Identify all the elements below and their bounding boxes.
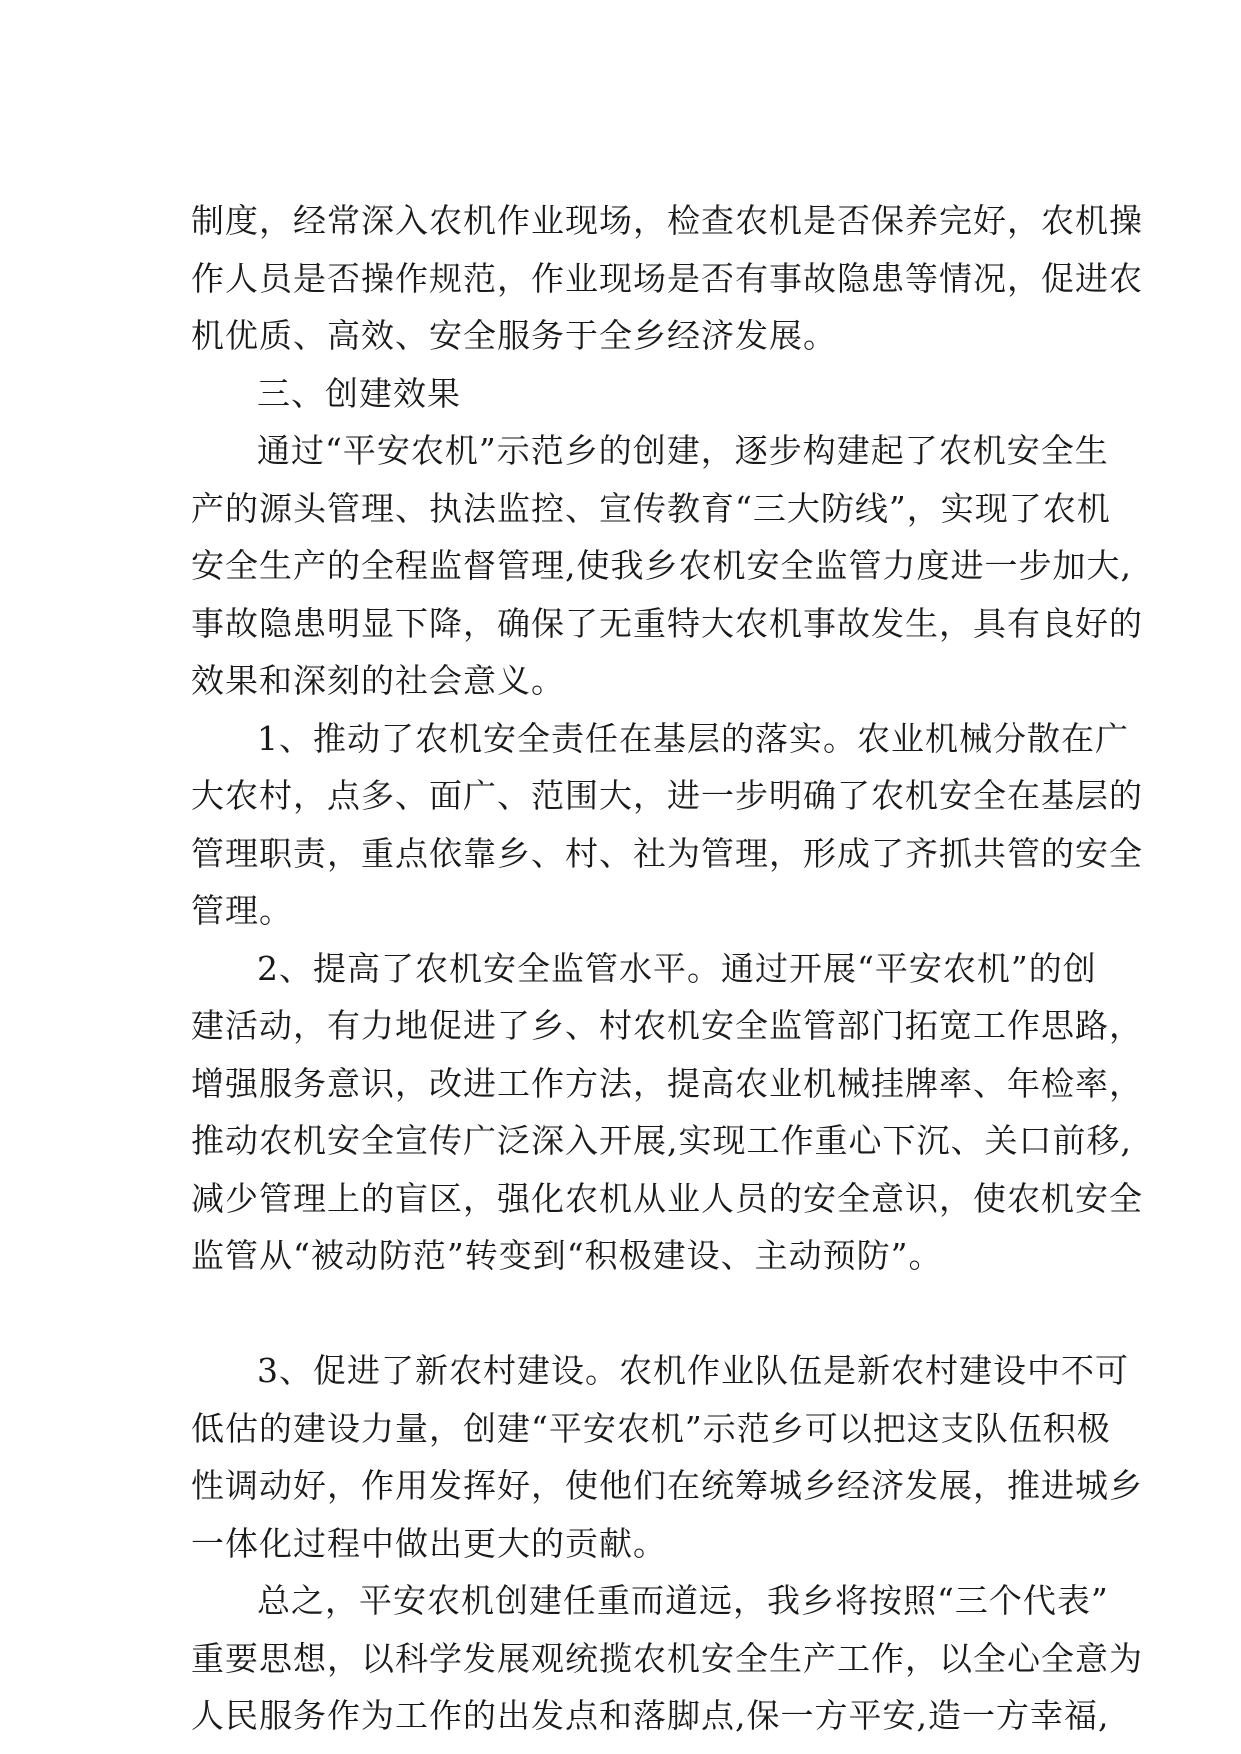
paragraph-start: 3、促进了新农村建设。农机作业队伍是新农村建设中不可	[257, 1351, 1129, 1390]
paragraph-start: 总之，平安农机创建任重而道远，我乡将按照“三个代表”	[257, 1581, 1109, 1620]
text-line: 重要思想，以科学发展观统揽农机安全生产工作，以全心全意为	[191, 1638, 1143, 1678]
text-line: 人民服务作为工作的出发点和落脚点,保一方平安,造一方幸福,	[191, 1696, 1110, 1735]
text-line: 事故隐患明显下降，确保了无重特大农机事故发生，具有良好的	[191, 603, 1143, 643]
text-line: 管理。	[191, 891, 293, 930]
text-line: 增强服务意识，改进工作方法，提高农业机械挂牌率、年检率，	[191, 1063, 1143, 1103]
paragraph-start: 2、提高了农机安全监管水平。通过开展“平安农机”的创	[257, 948, 1097, 988]
document-body	[191, 192, 1143, 1745]
text-line: 性调动好，作用发挥好，使他们在统筹城乡经济发展，推进城乡	[191, 1466, 1143, 1505]
text-line: 监管从“被动防范”转变到“积极建设、主动预防”。	[191, 1236, 943, 1275]
text-line: 一体化过程中做出更大的贡献。	[191, 1523, 667, 1563]
text-line: 低估的建设力量，创建“平安农机”示范乡可以把这支队伍积极	[191, 1408, 1111, 1448]
paragraph-start: 通过“平安农机”示范乡的创建，逐步构建起了农机安全生	[257, 431, 1109, 470]
text-line: 产的源头管理、执法监控、宣传教育“三大防线”，实现了农机	[191, 488, 1111, 528]
text-line: 制度，经常深入农机作业现场，检查农机是否保养完好，农机操	[191, 201, 1143, 240]
text-line: 机优质、高效、安全服务于全乡经济发展。	[191, 316, 837, 355]
paragraph-start: 1、推动了农机安全责任在基层的落实。农业机械分散在广	[257, 718, 1129, 758]
text-line: 安全生产的全程监督管理,使我乡农机安全监管力度进一步加大,	[191, 546, 1132, 585]
section-heading: 三、创建效果	[257, 373, 461, 413]
text-line: 作人员是否操作规范，作业现场是否有事故隐患等情况，促进农	[191, 258, 1143, 298]
text-line: 效果和深刻的社会意义。	[191, 661, 565, 700]
text-line: 建活动，有力地促进了乡、村农机安全监管部门拓宽工作思路，	[191, 1006, 1143, 1045]
paragraph-gap	[191, 1285, 1101, 1343]
text-line: 推动农机安全宣传广泛深入开展,实现工作重心下沉、关口前移,	[191, 1121, 1132, 1160]
text-line: 减少管理上的盲区，强化农机从业人员的安全意识，使农机安全	[191, 1178, 1143, 1218]
text-line: 大农村，点多、面广、范围大，进一步明确了农机安全在基层的	[191, 776, 1143, 815]
text-line: 管理职责，重点依靠乡、村、社为管理，形成了齐抓共管的安全	[191, 833, 1143, 873]
